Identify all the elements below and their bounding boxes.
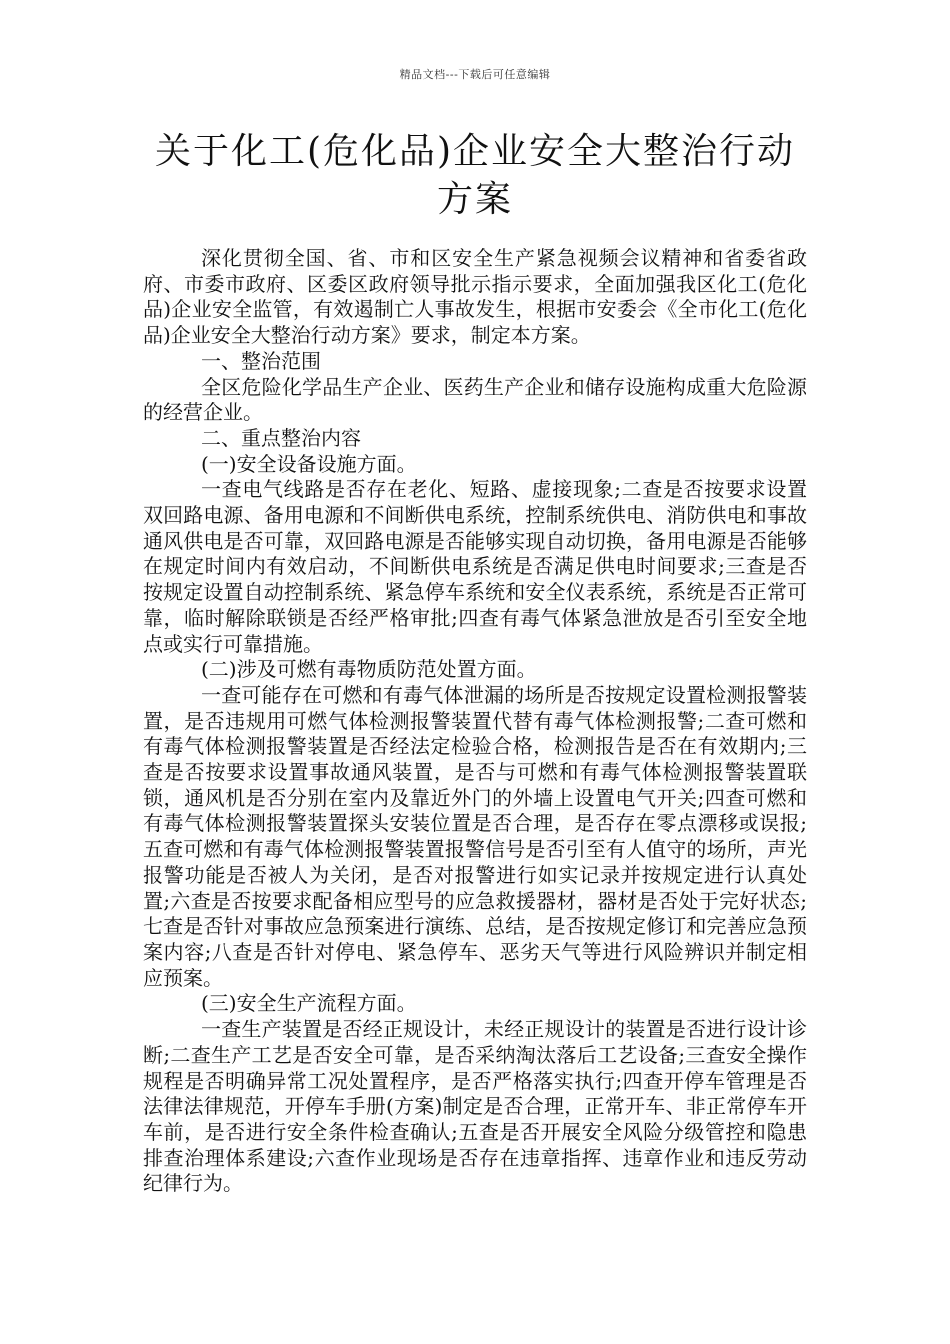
subsection-heading-production-process: (三)安全生产流程方面。 [201,991,417,1016]
intro-paragraph: 深化贯彻全国、省、市和区安全生产紧急视频会议精神和省委省政府、市委市政府、区委区政府领导批示指示要求，全面加强我区化工(危化品)企业安全监管，有效遏制亡人事故发生，根据市安委会《全市化工(危化品)企业安全大整治行动方案》要求，制定本方案。 [143,246,807,348]
production-process-paragraph: 一查生产装置是否经正规设计，未经正规设计的装置是否进行设计诊断;二查生产工艺是否安全可靠，是否采纳淘汰落后工艺设备;三查安全操作规程是否明确异常工况处置程序，是否严格落实执行;四查开停车管理是否法律法律规范，开停车手册(方案)制定是否合理，正常开车、非正常停车开车前，是否进行安全条件检查确认;五查是否开展安全风险分级管控和隐患排查治理体系建设;六查作业现场是否存在违章指挥、违章作业和违反劳动纪律行为。 [143,1017,807,1196]
subsection-heading-toxic-substances: (二)涉及可燃有毒物质防范处置方面。 [201,657,537,682]
page-header: 精品文档---下载后可任意编辑 [399,68,551,81]
equipment-paragraph: 一查电气线路是否存在老化、短路、虚接现象;二查是否按要求设置双回路电源、备用电源和不间断供电系统，控制系统供电、消防供电和事故通风供电是否可靠，双回路电源是否能够实现自动切换，备用电源是否能够在规定时间内有效启动，不间断供电系统是否满足供电时间要求;三查是否按规定设置自动控制系统、紧急停车系统和安全仪表系统，系统是否正常可靠，临时解除联锁是否经严格审批;四查有毒气体紧急泄放是否引至安全地点或实行可靠措施。 [143,477,807,656]
document-title: 关于化工(危化品)企业安全大整治行动方案 [154,131,796,220]
subsection-heading-equipment: (一)安全设备设施方面。 [201,451,417,476]
document-body [143,246,807,1197]
section-heading-key-content: 二、重点整治内容 [201,425,361,450]
toxic-substances-paragraph: 一查可能存在可燃和有毒气体泄漏的场所是否按规定设置检测报警装置，是否违规用可燃气体检测报警装置代替有毒气体检测报警;二查可燃和有毒气体检测报警装置是否经法定检验合格，检测报告是否在有效期内;三查是否按要求设置事故通风装置，是否与可燃和有毒气体检测报警装置联锁，通风机是否分别在室内及靠近外门的外墙上设置电气开关;四查可燃和有毒气体检测报警装置探头安装位置是否合理，是否存在零点漂移或误报;五查可燃和有毒气体检测报警装置报警信号是否引至有人值守的场所，声光报警功能是否被人为关闭，是否对报警进行如实记录并按规定进行认真处置;六查是否按要求配备相应型号的应急救援器材，器材是否处于完好状态;七查是否针对事故应急预案进行演练、总结，是否按规定修订和完善应急预案内容;八查是否针对停电、紧急停车、恶劣天气等进行风险辨识并制定相应预案。 [143,682,807,990]
scope-paragraph: 全区危险化学品生产企业、医药生产企业和储存设施构成重大危险源的经营企业。 [143,374,807,425]
section-heading-scope: 一、整治范围 [201,348,321,373]
